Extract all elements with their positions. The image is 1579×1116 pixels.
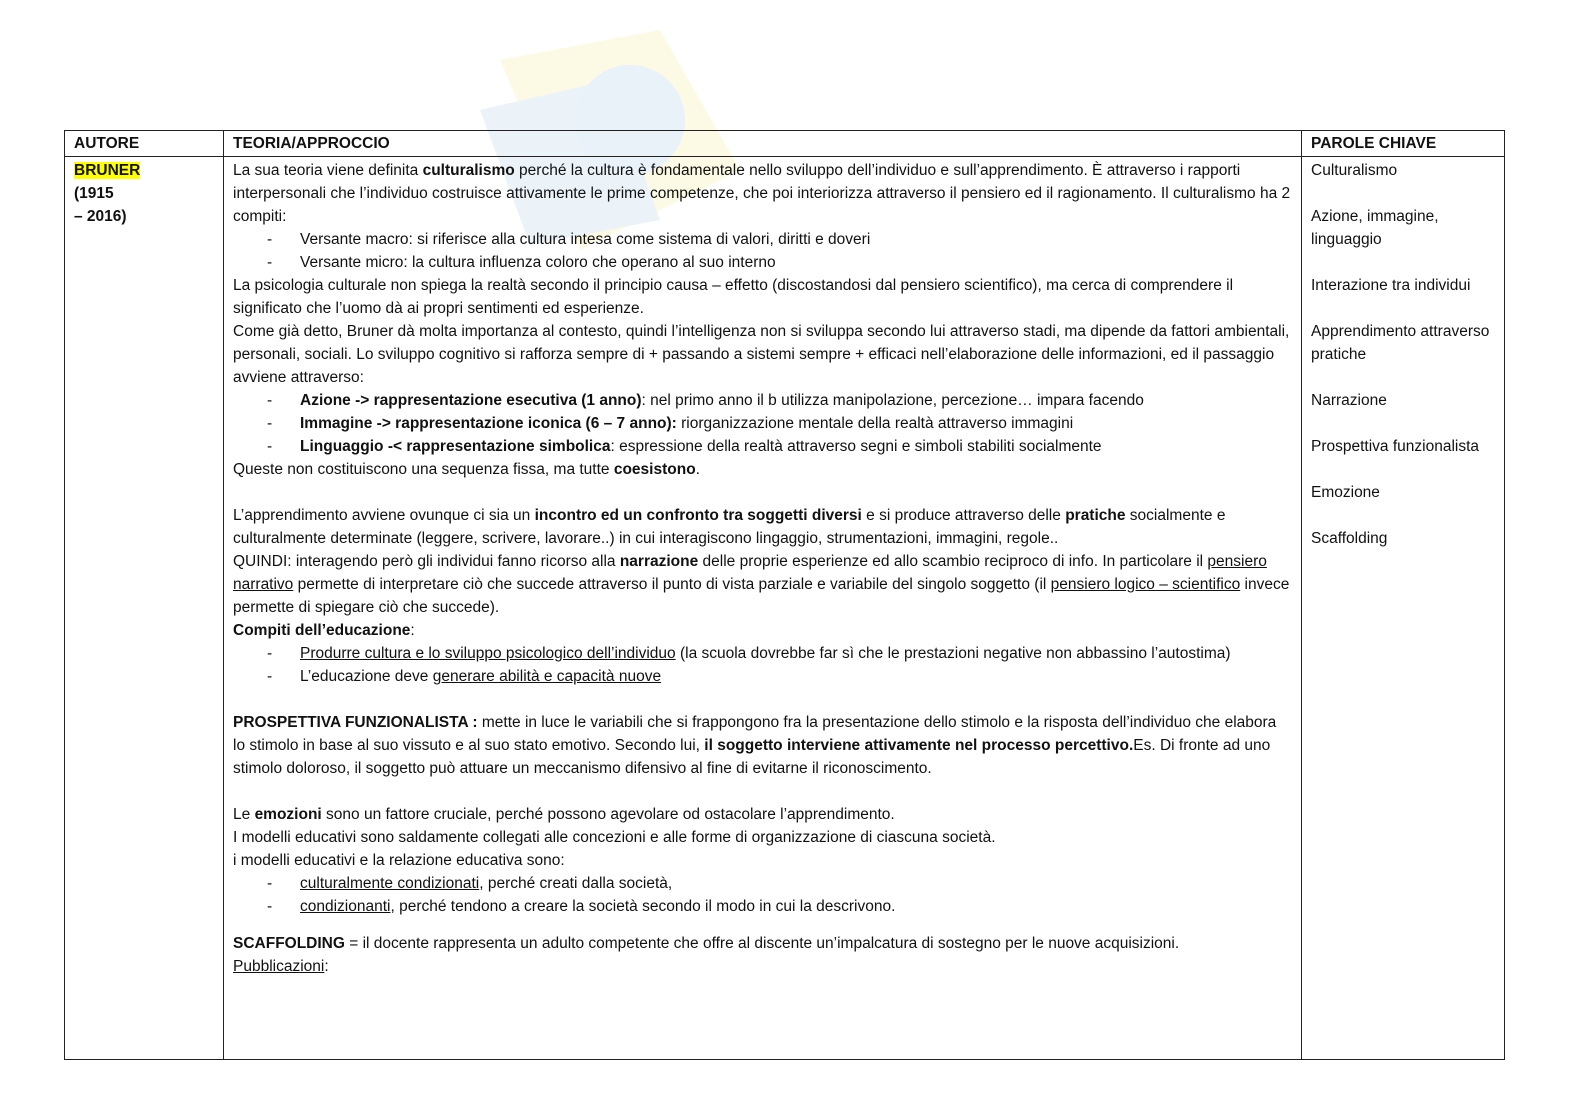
theory-paragraph: La sua teoria viene definita culturalismo perché la cultura è fondamentale nello sviluppo dell’individuo e sull’apprendimento. È attraverso i rapporti interpersonali che l’individuo costruisce attivamente le prime competenze, che poi interiorizza attraverso il pensiero ed il ragionamento. Il culturalismo ha 2 compiti: bbox=[233, 162, 1291, 225]
author-years-end: – 2016) bbox=[74, 208, 127, 225]
notes-table bbox=[64, 130, 1505, 1060]
header-row bbox=[65, 131, 1505, 157]
theory-paragraph: Pubblicazioni: bbox=[233, 958, 329, 975]
theory-paragraph: i modelli educativi e la relazione educativa sono: bbox=[233, 852, 565, 869]
theory-paragraph: Compiti dell’educazione: bbox=[233, 622, 415, 639]
list-item: - Immagine -> rappresentazione iconica (6 – 7 anno): riorganizzazione mentale della realtà attraverso immagini bbox=[267, 412, 1292, 435]
list-item: - culturalmente condizionati, perché creati dalla società, bbox=[267, 872, 1292, 895]
keyword-item: Interazione tra individui bbox=[1311, 277, 1471, 294]
list-item: - condizionanti, perché tendono a creare la società secondo il modo in cui la descrivono. bbox=[267, 895, 1292, 918]
header-author: AUTORE bbox=[65, 131, 224, 157]
author-name: BRUNER bbox=[74, 162, 141, 179]
list-item: - Versante macro: si riferisce alla cultura intesa come sistema di valori, diritti e doveri bbox=[267, 228, 1292, 251]
theory-paragraph: Come già detto, Bruner dà molta importanza al contesto, quindi l’intelligenza non si sviluppa secondo lui attraverso stadi, ma dipende da fattori ambientali, personali, sociali. Lo sviluppo cognitivo si rafforza sempre di + passando a sistemi sempre + efficaci nell’elaborazione delle informazioni, ed il passaggio avviene attraverso: bbox=[233, 323, 1290, 386]
bullet-list bbox=[233, 642, 1292, 688]
keyword-item: Scaffolding bbox=[1311, 530, 1388, 547]
table-row bbox=[65, 157, 1505, 1060]
bullet-list bbox=[233, 389, 1292, 458]
list-item: - Azione -> rappresentazione esecutiva (1 anno): nel primo anno il b utilizza manipolazione, percezione… impara facendo bbox=[267, 389, 1292, 412]
theory-paragraph: I modelli educativi sono saldamente collegati alle concezioni e alle forme di organizzazione di ciascuna società. bbox=[233, 829, 996, 846]
theory-paragraph: QUINDI: interagendo però gli individui fanno ricorso alla narrazione delle proprie esperienze ed allo scambio reciproco di info. In particolare il pensiero narrativo permette di interpretare ciò che succede attraverso il punto di vista parziale e variabile del singolo soggetto (il pensiero logico – scientifico invece permette di spiegare ciò che succede). bbox=[233, 553, 1290, 616]
list-item: - Linguaggio -< rappresentazione simbolica: espressione della realtà attraverso segni e simboli stabiliti socialmente bbox=[267, 435, 1292, 458]
theory-paragraph: Queste non costituiscono una sequenza fissa, ma tutte coesistono. bbox=[233, 461, 700, 478]
theory-paragraph: L’apprendimento avviene ovunque ci sia un incontro ed un confronto tra soggetti diversi e si produce attraverso delle pratiche socialmente e culturalmente determinate (leggere, scrivere, lavorare..) in cui interagiscono lingaggio, strumentazioni, immagini, regole.. bbox=[233, 507, 1226, 547]
theory-paragraph: PROSPETTIVA FUNZIONALISTA : mette in luce le variabili che si frappongono fra la presentazione dello stimolo e la risposta dell’individuo che elabora lo stimolo in base al suo vissuto e al suo stato emotivo. Secondo lui, il soggetto interviene attivamente nel processo percettivo.Es. Di fronte ad uno stimolo doloroso, il soggetto può attuare un meccanismo difensivo al fine di evitarne il riconoscimento. bbox=[233, 714, 1277, 777]
keyword-item: Prospettiva funzionalista bbox=[1311, 438, 1480, 455]
list-item: - L’educazione deve generare abilità e capacità nuove bbox=[267, 665, 1292, 688]
keyword-item: Culturalismo bbox=[1311, 162, 1398, 179]
theory-paragraph: Le emozioni sono un fattore cruciale, perché possono agevolare od ostacolare l’apprendimento. bbox=[233, 806, 895, 823]
keyword-item: Apprendimento attraverso pratiche bbox=[1311, 323, 1490, 363]
theory-cell bbox=[224, 157, 1302, 1060]
author-cell bbox=[65, 157, 224, 1060]
author-years-start: (1915 bbox=[74, 185, 114, 202]
theory-paragraph: La psicologia culturale non spiega la realtà secondo il principio causa – effetto (discostandosi dal pensiero scientifico), ma cerca di comprendere il significato che l’uomo dà ai propri sentimenti ed esperienze. bbox=[233, 277, 1234, 317]
keywords-cell bbox=[1302, 157, 1505, 1060]
list-item: - Produrre cultura e lo sviluppo psicologico dell’individuo (la scuola dovrebbe far sì che le prestazioni negative non abbassino l’autostima) bbox=[267, 642, 1292, 665]
header-theory: TEORIA/APPROCCIO bbox=[224, 131, 1302, 157]
bullet-list bbox=[233, 228, 1292, 274]
bullet-list bbox=[233, 872, 1292, 918]
header-keywords: PAROLE CHIAVE bbox=[1302, 131, 1505, 157]
theory-paragraph: SCAFFOLDING = il docente rappresenta un adulto competente che offre al discente un’impalcatura di sostegno per le nuove acquisizioni. bbox=[233, 935, 1180, 952]
keyword-item: Narrazione bbox=[1311, 392, 1387, 409]
list-item: - Versante micro: la cultura influenza coloro che operano al suo interno bbox=[267, 251, 1292, 274]
keyword-item: Azione, immagine, linguaggio bbox=[1311, 208, 1439, 248]
keyword-item: Emozione bbox=[1311, 484, 1380, 501]
